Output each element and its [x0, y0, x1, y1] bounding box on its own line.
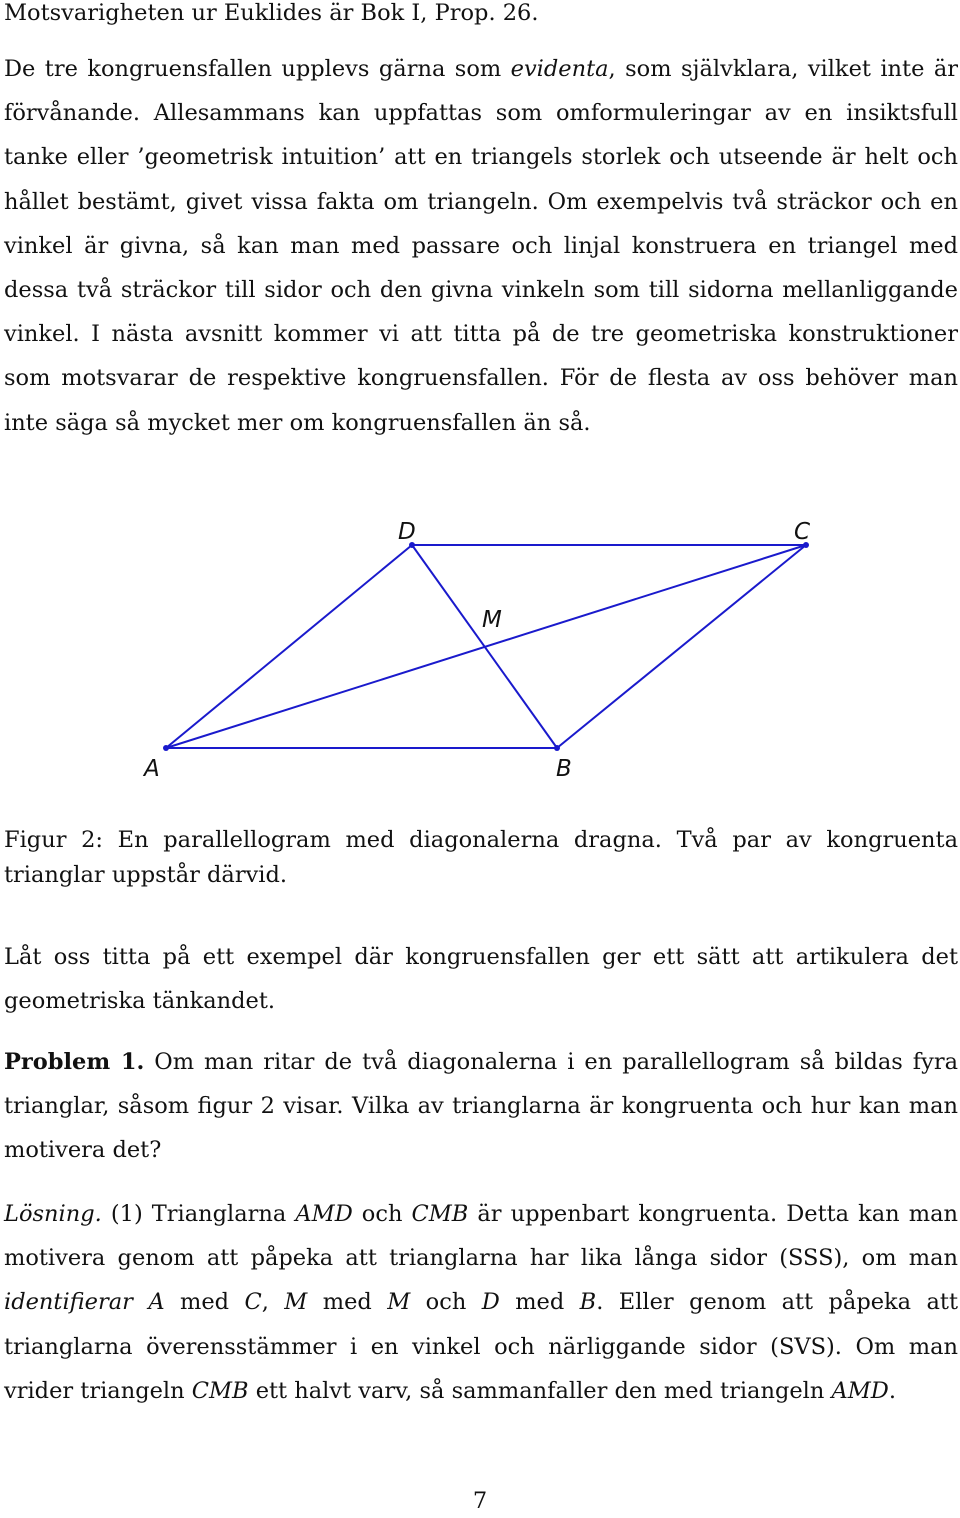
diagonal-ac — [166, 545, 806, 748]
solution-text — [133, 1289, 148, 1315]
problem-label: Problem 1. — [4, 1049, 145, 1075]
vertex-b — [554, 745, 560, 751]
solution-text: och — [352, 1201, 412, 1227]
solution-text: med — [307, 1289, 388, 1316]
page-number: 7 — [472, 1488, 488, 1514]
label-a: A — [144, 756, 160, 782]
first-line: Motsvarigheten ur Euklides är Bok I, Prop. 26. — [4, 0, 539, 26]
paragraph-text: De tre kongruensfallen upplevs gärna som — [4, 56, 511, 82]
solution-text: (1) Trianglarna — [101, 1201, 296, 1227]
label-d: D — [398, 519, 416, 545]
diagonal-db — [412, 545, 557, 748]
figure-caption: Figur 2: En parallellogram med diagonalerna dragna. Två par av kongruenta trianglar uppstår därvid. — [4, 827, 958, 888]
paragraph-example: Låt oss titta på ett exempel där kongruensfallen ger ett sätt att artikulera det geometriska tänkandet. — [4, 944, 958, 1015]
parallelogram-figure — [130, 505, 850, 795]
problem-text: Om man ritar de två diagonalerna i en parallellogram så bildas fyra trianglar, såsom figur 2 visar. Vilka av trianglarna är kongruenta och hur kan man motivera det? — [4, 1049, 958, 1164]
emphasis-evidenta: evidenta — [510, 56, 609, 82]
solution-text: med — [164, 1289, 245, 1316]
solution-text: och — [410, 1289, 482, 1316]
math-cmb: CMB — [411, 1201, 469, 1227]
math-m: M — [284, 1289, 308, 1316]
label-m: M — [482, 607, 502, 633]
paragraph-intro — [4, 47, 958, 445]
math-m: M — [387, 1289, 411, 1316]
math-c: C — [244, 1289, 262, 1316]
paragraph-text: , som självklara, vilket inte är förvånande. Allesammans kan uppfattas som omformuleringar av en insiktsfull tanke eller ’geometrisk intuition’ att en triangels storlek och utseende är helt och hållet bestämt, givet vissa fakta om triangeln. Om exempelvis två sträckor och en vinkel är givna, så kan man med passare och linjal konstruera en triangel med dessa två sträckor till sidor och den givna vinkeln som till sidorna mellanliggande vinkel. I nästa avsnitt kommer vi att titta på de tre geometriska konstruktioner som motsvarar de respektive kongruensfallen. För de flesta av oss behöver man inte säga så mycket mer om kongruensfallen än så. — [4, 56, 959, 436]
math-amd: AMD — [295, 1201, 353, 1227]
math-amd: AMD — [831, 1377, 889, 1404]
side-ad — [166, 545, 412, 748]
problem-statement — [4, 1040, 958, 1173]
side-bc — [557, 545, 806, 748]
label-b: B — [556, 756, 572, 782]
parallelogram-diagram — [130, 505, 850, 795]
math-b: B — [579, 1289, 597, 1316]
solution-text: ett halvt varv, så sammanfaller den med triangeln — [248, 1377, 832, 1404]
vertex-a — [163, 745, 169, 751]
math-d: D — [481, 1289, 500, 1316]
math-a: A — [148, 1289, 165, 1316]
math-cmb: CMB — [191, 1377, 249, 1404]
solution-text: . — [888, 1377, 896, 1404]
solution-label: Lösning. — [4, 1201, 102, 1227]
label-c: C — [794, 519, 811, 545]
solution-text: , — [261, 1289, 285, 1316]
solution-text: är uppenbart kongruenta. Detta kan man motivera genom att påpeka att trianglarna har lika långa sidor (SSS), om man — [4, 1201, 958, 1272]
solution-text: . Eller genom att påpeka att trianglarna överensstämmer i en vinkel och närliggande sidor (SVS). Om man vrider triangeln — [4, 1289, 959, 1404]
solution — [4, 1192, 958, 1413]
emphasis-identifierar: identifierar — [4, 1289, 133, 1316]
solution-text: med — [499, 1289, 580, 1316]
